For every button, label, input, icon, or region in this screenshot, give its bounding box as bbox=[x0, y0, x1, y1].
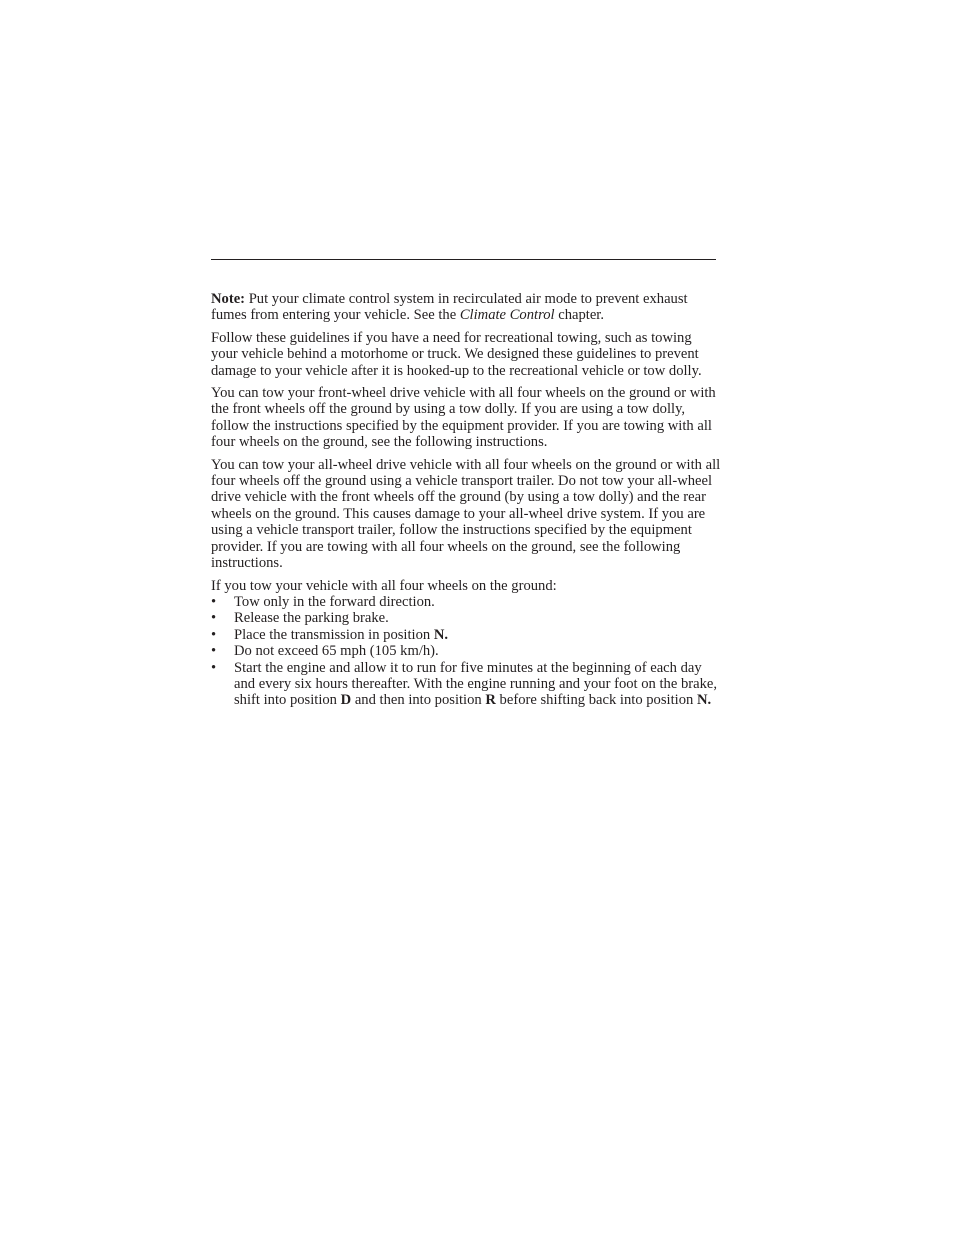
bullet-icon: • bbox=[211, 593, 217, 610]
list-item-text: before shifting back into position bbox=[495, 692, 697, 709]
position-n: N. bbox=[433, 626, 449, 643]
climate-control-reference: Climate Control bbox=[459, 307, 555, 324]
list-item bbox=[211, 660, 721, 709]
list-item-text: Tow only in the forward direction. bbox=[234, 593, 435, 610]
note-text-end: chapter. bbox=[554, 307, 604, 324]
paragraph-all-wheel-drive: You can tow your all-wheel drive vehicle with all four wheels on the ground or with all four wheels off the ground using a vehicle transport trailer. Do not tow your all-wheel drive vehicle with the front wheels off the ground (by using a tow dolly) and the rear wheels on the ground. This causes damage to your all-wheel drive system. If you are using a vehicle transport trailer, follow the instructions specified by the equipment provider. If you are towing with all four wheels on the ground, see the following instructions. bbox=[211, 456, 721, 572]
position-r: R bbox=[485, 692, 496, 709]
list-item-text: Start the engine and allow it to run for five minutes at the beginning of each day and every six hours thereafter. With the engine running and your foot on the brake, shift into position bbox=[234, 659, 718, 709]
bullet-icon: • bbox=[211, 626, 217, 643]
paragraph-front-wheel-drive: You can tow your front-wheel drive vehicle with all four wheels on the ground or with the front wheels off the ground by using a tow dolly. If you are using a tow dolly, follow the instructions specified by the equipment provider. If you are towing with all four wheels on the ground, see the following instructions. bbox=[211, 385, 716, 451]
list-item-text: Release the parking brake. bbox=[234, 610, 389, 627]
list-item bbox=[211, 594, 721, 610]
list-item bbox=[211, 643, 721, 659]
list-item bbox=[211, 610, 721, 626]
bullet-icon: • bbox=[211, 659, 217, 676]
bullet-icon: • bbox=[211, 643, 217, 660]
page-body bbox=[211, 291, 721, 709]
position-n: N. bbox=[696, 692, 712, 709]
towing-steps-list bbox=[211, 594, 721, 709]
bullet-icon: • bbox=[211, 610, 217, 627]
note-text: Put your climate control system in recirculated air mode to prevent exhaust fumes from entering your vehicle. See the bbox=[211, 291, 688, 324]
list-item-text: Place the transmission in position bbox=[234, 626, 434, 643]
list-item-text: Do not exceed 65 mph (105 km/h). bbox=[234, 643, 439, 660]
header-rule bbox=[211, 259, 716, 260]
position-d: D bbox=[340, 692, 352, 709]
list-item-text: and then into position bbox=[351, 692, 486, 709]
paragraph-guidelines: Follow these guidelines if you have a need for recreational towing, such as towing your vehicle behind a motorhome or truck. We designed these guidelines to prevent damage to your vehicle after it is hooked-up to the recreational vehicle or tow dolly. bbox=[211, 329, 702, 379]
list-intro: If you tow your vehicle with all four wheels on the ground: bbox=[211, 577, 557, 594]
note-paragraph bbox=[211, 291, 721, 324]
list-item bbox=[211, 627, 721, 643]
note-label: Note: bbox=[211, 291, 246, 307]
